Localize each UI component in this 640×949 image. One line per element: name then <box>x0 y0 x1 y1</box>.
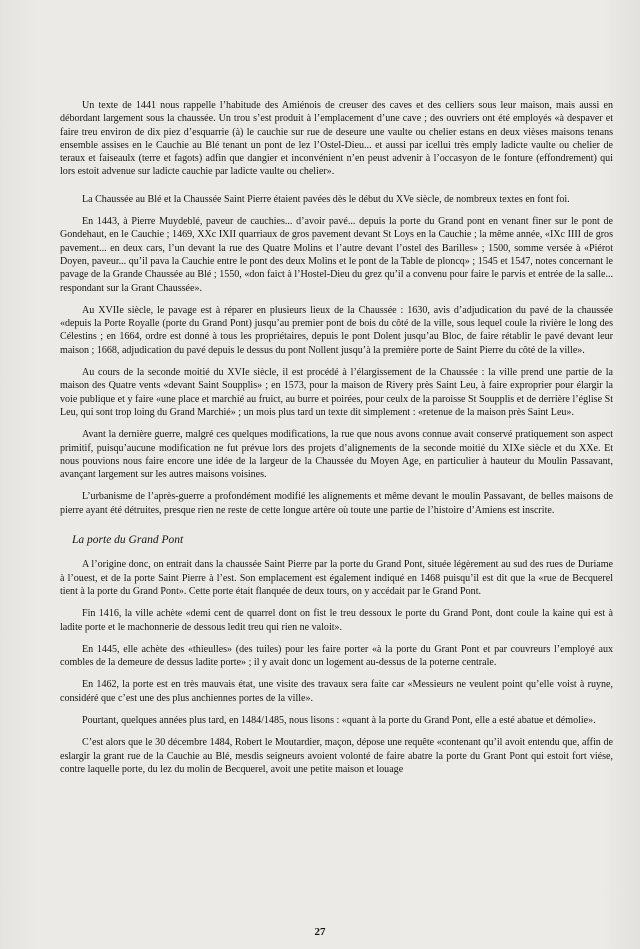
paragraph: En 1443, à Pierre Muydeblé, paveur de cauchies... d’avoir pavé... depuis la porte du Grand pont en venant finer sur le pont de Gondehaut, en le Cauchie ; 1469, XXc IXII quarriaux de gros pavement devant St Loys en la Cauchie ; la même année, «IXc IIII de gros pavement... en deux cars, l’un devant la rue des Quatre Molins et l’autre devant l’ostel des Barilles» ; 1500, somme versée à «Piérot Doyen, paveur... qu’il pava la Cauchie entre le pont des deux Molins et le pont de la Table de ploncq» ; 1545 et 1547, notes concernant le pavage de la Grande Chaussée au Blé ; 1550, «don faict à l’Hostel-Dieu du grez qu’il a convenu pour faire le parvis et entrée de la salle... respondant sur la Grant Chaussée». <box>60 216 613 294</box>
paragraph: En 1445, elle achète des «thieulles» (des tuiles) pour les faire porter «à la porte du Grant Pont et par couvreurs l’employé aux combles de la demeure de dessus ladite porte» ; il y avait donc un logement au-dessus de la poterne centrale. <box>60 643 613 669</box>
paragraph: L’urbanisme de l’après-guerre a profondément modifié les alignements et même devant le moulin Passavant, de belles maisons de pierre ayant été détruites, presque rien ne reste de cette longue artère où toute une partie de l’histoire d’Amiens est inscrite. <box>60 491 613 516</box>
body-text <box>60 99 613 785</box>
paragraph: Un texte de 1441 nous rappelle l’habitude des Amiénois de creuser des caves et des celliers sous leur maison, mais aussi en débordant largement sous la chaussée. Un trou s’est produit à l’emplacement d’une cave ; des ouvriers ont été employés «à despaver et faire treu environ de dix piez d’esquarrie (à) le cauchie sur rue de deseure une vaulte ou chelier estans en deux vièses maisons tenans ensemble assises en le Cauchie au Blé tenant un pont de lez l’Ostel-Dieu... et aussi par icellui très emply ladicte vaulte ou chelier de teraux et faiseaulx (terre et fagots) adfin que dangier et inconvénient n’en peust advenir à l’occasyon de le fonture (effondrement) qui lors estoit advenue sur ladicte cauchie par ladicte vaulte ou chelier». <box>60 100 613 178</box>
section-heading: La porte du Grand Pont <box>72 534 184 547</box>
paragraph: Au cours de la seconde moitié du XVIe siècle, il est procédé à l’élargissement de la Chaussée : la ville prend une partie de la maison des Quatre vents «devant Saint Soupplis» ; en 1573, pour la maison de Rivery près Saint Leu, à faire exproprier pour élargir la voie publique et y faire «une place et marchié au fruict, au burre et poirées, pour ceulx de la paroisse St Soupplis et de derrière l’église St Leu, qui sont trop loing du Grand Marchié» ; un mois plus tard un texte dit simplement : «retenue de la maison près Saint Leu». <box>60 367 613 418</box>
paragraph: Avant la dernière guerre, malgré ces quelques modifications, la rue que nous avons connue avait conservé pratiquement son aspect primitif, puisqu’aucune modification ne fut prévue lors des projets d’alignements de la seconde moitié du XIXe siècle et du XXe. Et nous pouvions nous faire encore une idée de la largeur de la Chaussée du Moyen Age, en particulier à hauteur du Moulin Passavant, avançant largement sur les autres maisons voisines. <box>60 429 613 481</box>
paragraph: Au XVIIe siècle, le pavage est à réparer en plusieurs lieux de la Chaussée : 1630, avis d’adjudication du pavé de la chaussée «depuis la Porte Royalle (porte du Grand Pont) jusqu’au premier pont de bois du côté de la ville, sous lequel coule la rivière le long des Célestins ; en 1664, ordre est donné à tous les propriétaires, depuis le pont Dolent jusqu’au Bloc, de faire rétablir le pavé devant leur maison ; 1668, adjudication du pavé depuis le dessus du pont Nollent jusqu’à la première porte de Saint Pierre du côté de la ville». <box>60 304 613 356</box>
paragraph: C’est alors que le 30 décembre 1484, Robert le Moutardier, maçon, dépose une requête «contenant qu’il avoit entendu que, affin de eslargir la grant rue de la Cauchie au Blé, mesdis seigneurs avoient volonté de faire abatre la porte du Grant Pont qui estoit fort viése, contre laquelle porte, du lez du molin de Becquerel, avoit une petite maison et louage <box>60 737 613 775</box>
paragraph: A l’origine donc, on entrait dans la chaussée Saint Pierre par la porte du Grand Pont, située légèrement au sud des rues de Duriame à l’ouest, et de la porte Saint Pierre à l’est. Son emplacement est également indiqué en 1468 puisqu’il est dit que la «rue de Becquerel tient à la porte du Grand Pont». Cette porte était flanquée de deux tours, on y accédait par le Grand Pont. <box>60 559 613 597</box>
paragraph: Fin 1416, la ville achète «demi cent de quarrel dont on fist le treu dessoux le porte du Grand Pont, dont coule la kaine qui est à ladite porte et le machonnerie de dessous ledit treu qui rien ne valoit». <box>60 608 613 633</box>
paragraph: Pourtant, quelques années plus tard, en 1484/1485, nous lisons : «quant à la porte du Grand Pont, elle a esté abatue et démolie». <box>82 714 596 726</box>
paragraph: La Chaussée au Blé et la Chaussée Saint Pierre étaient pavées dès le début du XVe siècle, de nombreux textes en font foi. <box>82 193 570 205</box>
page-number: 27 <box>314 926 326 938</box>
paragraph: En 1462, la porte est en très mauvais état, une visite des travaux sera faite car «Messieurs ne veulent point qu’elle voist à ruyne, considéré que c’est une des plus anchiennes portes de la ville». <box>60 679 613 704</box>
